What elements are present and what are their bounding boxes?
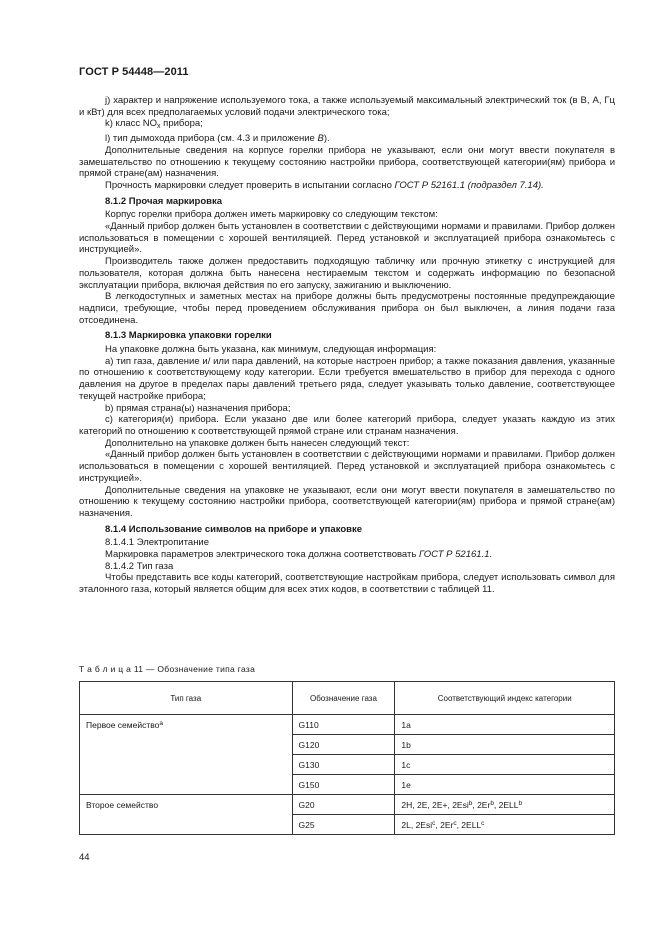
paragraph: Дополнительно на упаковке должен быть нанесен следующий текст: (105, 437, 410, 449)
gas-type-table (79, 681, 615, 835)
table-row (80, 735, 615, 755)
table-row (80, 755, 615, 775)
item-a: a) тип газа, давление и/ или пара давлений, на которые настроен прибор; а также показания давления, указанные по отношению к соответствующему коду категории. Если требуется вмешательство в прибор для перехода с одного давления на другое в пределах пары давлений третьего ряда, следует указывать только давление, соответствующее текущей настройке прибора; (79, 355, 615, 402)
item-j: j) характер и напряжение используемого тока, а также используемый максимальный электрический ток (в В, А, Гц и кВт) для всех предполагаемых условий подачи электрического тока; (79, 95, 615, 118)
table-caption: Т а б л и ц а 11 — Обозначение типа газа (79, 664, 256, 674)
gas-cell: G20 (292, 795, 395, 815)
table-row (80, 775, 615, 795)
paragraph: Дополнительные сведения на корпусе горелки прибора не указывают, если они могут ввести покупателя в замешательство по отношению к текущему состоянию настройки прибора, соответствующей категории(ям) прибора и прямой стране(ам) назначения. (79, 144, 615, 180)
column-header: Тип газа (80, 682, 293, 715)
standard-header: ГОСТ Р 54448—2011 (79, 66, 189, 78)
section-heading-8-1-3: 8.1.3 Маркировка упаковки горелки (105, 330, 272, 342)
paragraph: Чтобы представить все коды категорий, соответствующие настройкам прибора, следует использовать символ для эталонного газа, который является общим для всех этих кодов, в соответствии с таблицей 11. (79, 572, 615, 596)
paragraph: Производитель также должен предоставить подходящую табличку или прочную этикетку с инструкцией для пользователя, которая должна быть нанесена нестираемым текстом и содержать информацию по безопасной эксплуатации прибора, включая действия по его запуску, зажиганию и выключению. (79, 256, 615, 291)
paragraph: «Данный прибор должен быть установлен в соответствии с действующими нормами и правилами. Прибор должен использоваться в помещении с хорошей вентиляцией. Перед установкой и эксплуатацией прибора ознакомьтесь с инструкцией». (79, 221, 615, 256)
subsection-8-1-4-1: 8.1.4.1 Электропитание (105, 537, 210, 549)
index-cell: 2L, 2Esi$^c$, 2Er$^c$, 2ELL$^c$ (395, 815, 615, 835)
item-b: b) прямая страна(ы) назначения прибора; (105, 402, 291, 414)
gas-cell: G130 (292, 755, 395, 775)
gas-cell: G25 (292, 815, 395, 835)
paragraph: Прочность маркировки следует проверить в испытании согласно ГОСТ Р 52161.1 (подраздел 7.14). (105, 179, 544, 191)
gas-cell: G120 (292, 735, 395, 755)
table-row (80, 815, 615, 835)
item-l: l) тип дымохода прибора (см. 4.3 и приложение B). (105, 133, 330, 145)
index-cell: 1b (395, 735, 615, 755)
table-row (80, 795, 615, 815)
index-cell: 1e (395, 775, 615, 795)
paragraph: Маркировка параметров электрического тока должна соответствовать ГОСТ Р 52161.1. (105, 549, 493, 561)
item-c: c) категория(и) прибора. Если указано две или более категорий прибора, следует указать каждую из этих категорий по отношению к соответствующей прямой стране или странам назначения. (79, 414, 615, 437)
family-cell: Второе семейство (80, 795, 293, 815)
table-header-row (80, 682, 615, 715)
index-cell: 1c (395, 755, 615, 775)
family-cell: Первое семейство$^a$ (80, 715, 293, 735)
gas-cell: G150 (292, 775, 395, 795)
index-cell: 1a (395, 715, 615, 735)
item-k: k) класс $NO_x$ прибора; (105, 118, 203, 131)
paragraph: На упаковке должна быть указана, как минимум, следующая информация: (105, 344, 437, 356)
paragraph: Дополнительные сведения на упаковке не указывают, если они могут ввести покупателя в замешательство по отношению к текущему состоянию настройки прибора, соответствующей категории(ям) прибора и прямой стране(ам) назначения. (79, 484, 615, 519)
column-header: Обозначение газа (292, 682, 395, 715)
section-heading-8-1-4: 8.1.4 Использование символов на приборе и упаковке (105, 523, 363, 535)
table-row (80, 715, 615, 735)
column-header: Соответствующий индекс категории (395, 682, 615, 715)
subsection-8-1-4-2: 8.1.4.2 Тип газа (105, 560, 174, 572)
section-heading-8-1-2: 8.1.2 Прочая маркировка (105, 195, 223, 207)
paragraph: Корпус горелки прибора должен иметь маркировку со следующим текстом: (105, 209, 438, 221)
page-number: 44 (79, 852, 90, 863)
index-cell: 2H, 2E, 2E+, 2Esi$^b$, 2Er$^b$, 2ELL$^b$ (395, 795, 615, 815)
body-text (79, 95, 615, 596)
paragraph: «Данный прибор должен быть установлен в соответствии с действующими нормами и правилами. Прибор должен использоваться в помещении с хорошей вентиляцией. Перед установкой и эксплуатацией прибора ознакомьтесь с инструкцией». (79, 449, 615, 484)
paragraph: В легкодоступных и заметных местах на приборе должны быть предусмотрены постоянные предупреждающие надписи, требующие, чтобы перед проведением обслуживания прибора он был выключен, а линия подачи газа отсоединена. (79, 291, 615, 326)
gas-cell: G110 (292, 715, 395, 735)
